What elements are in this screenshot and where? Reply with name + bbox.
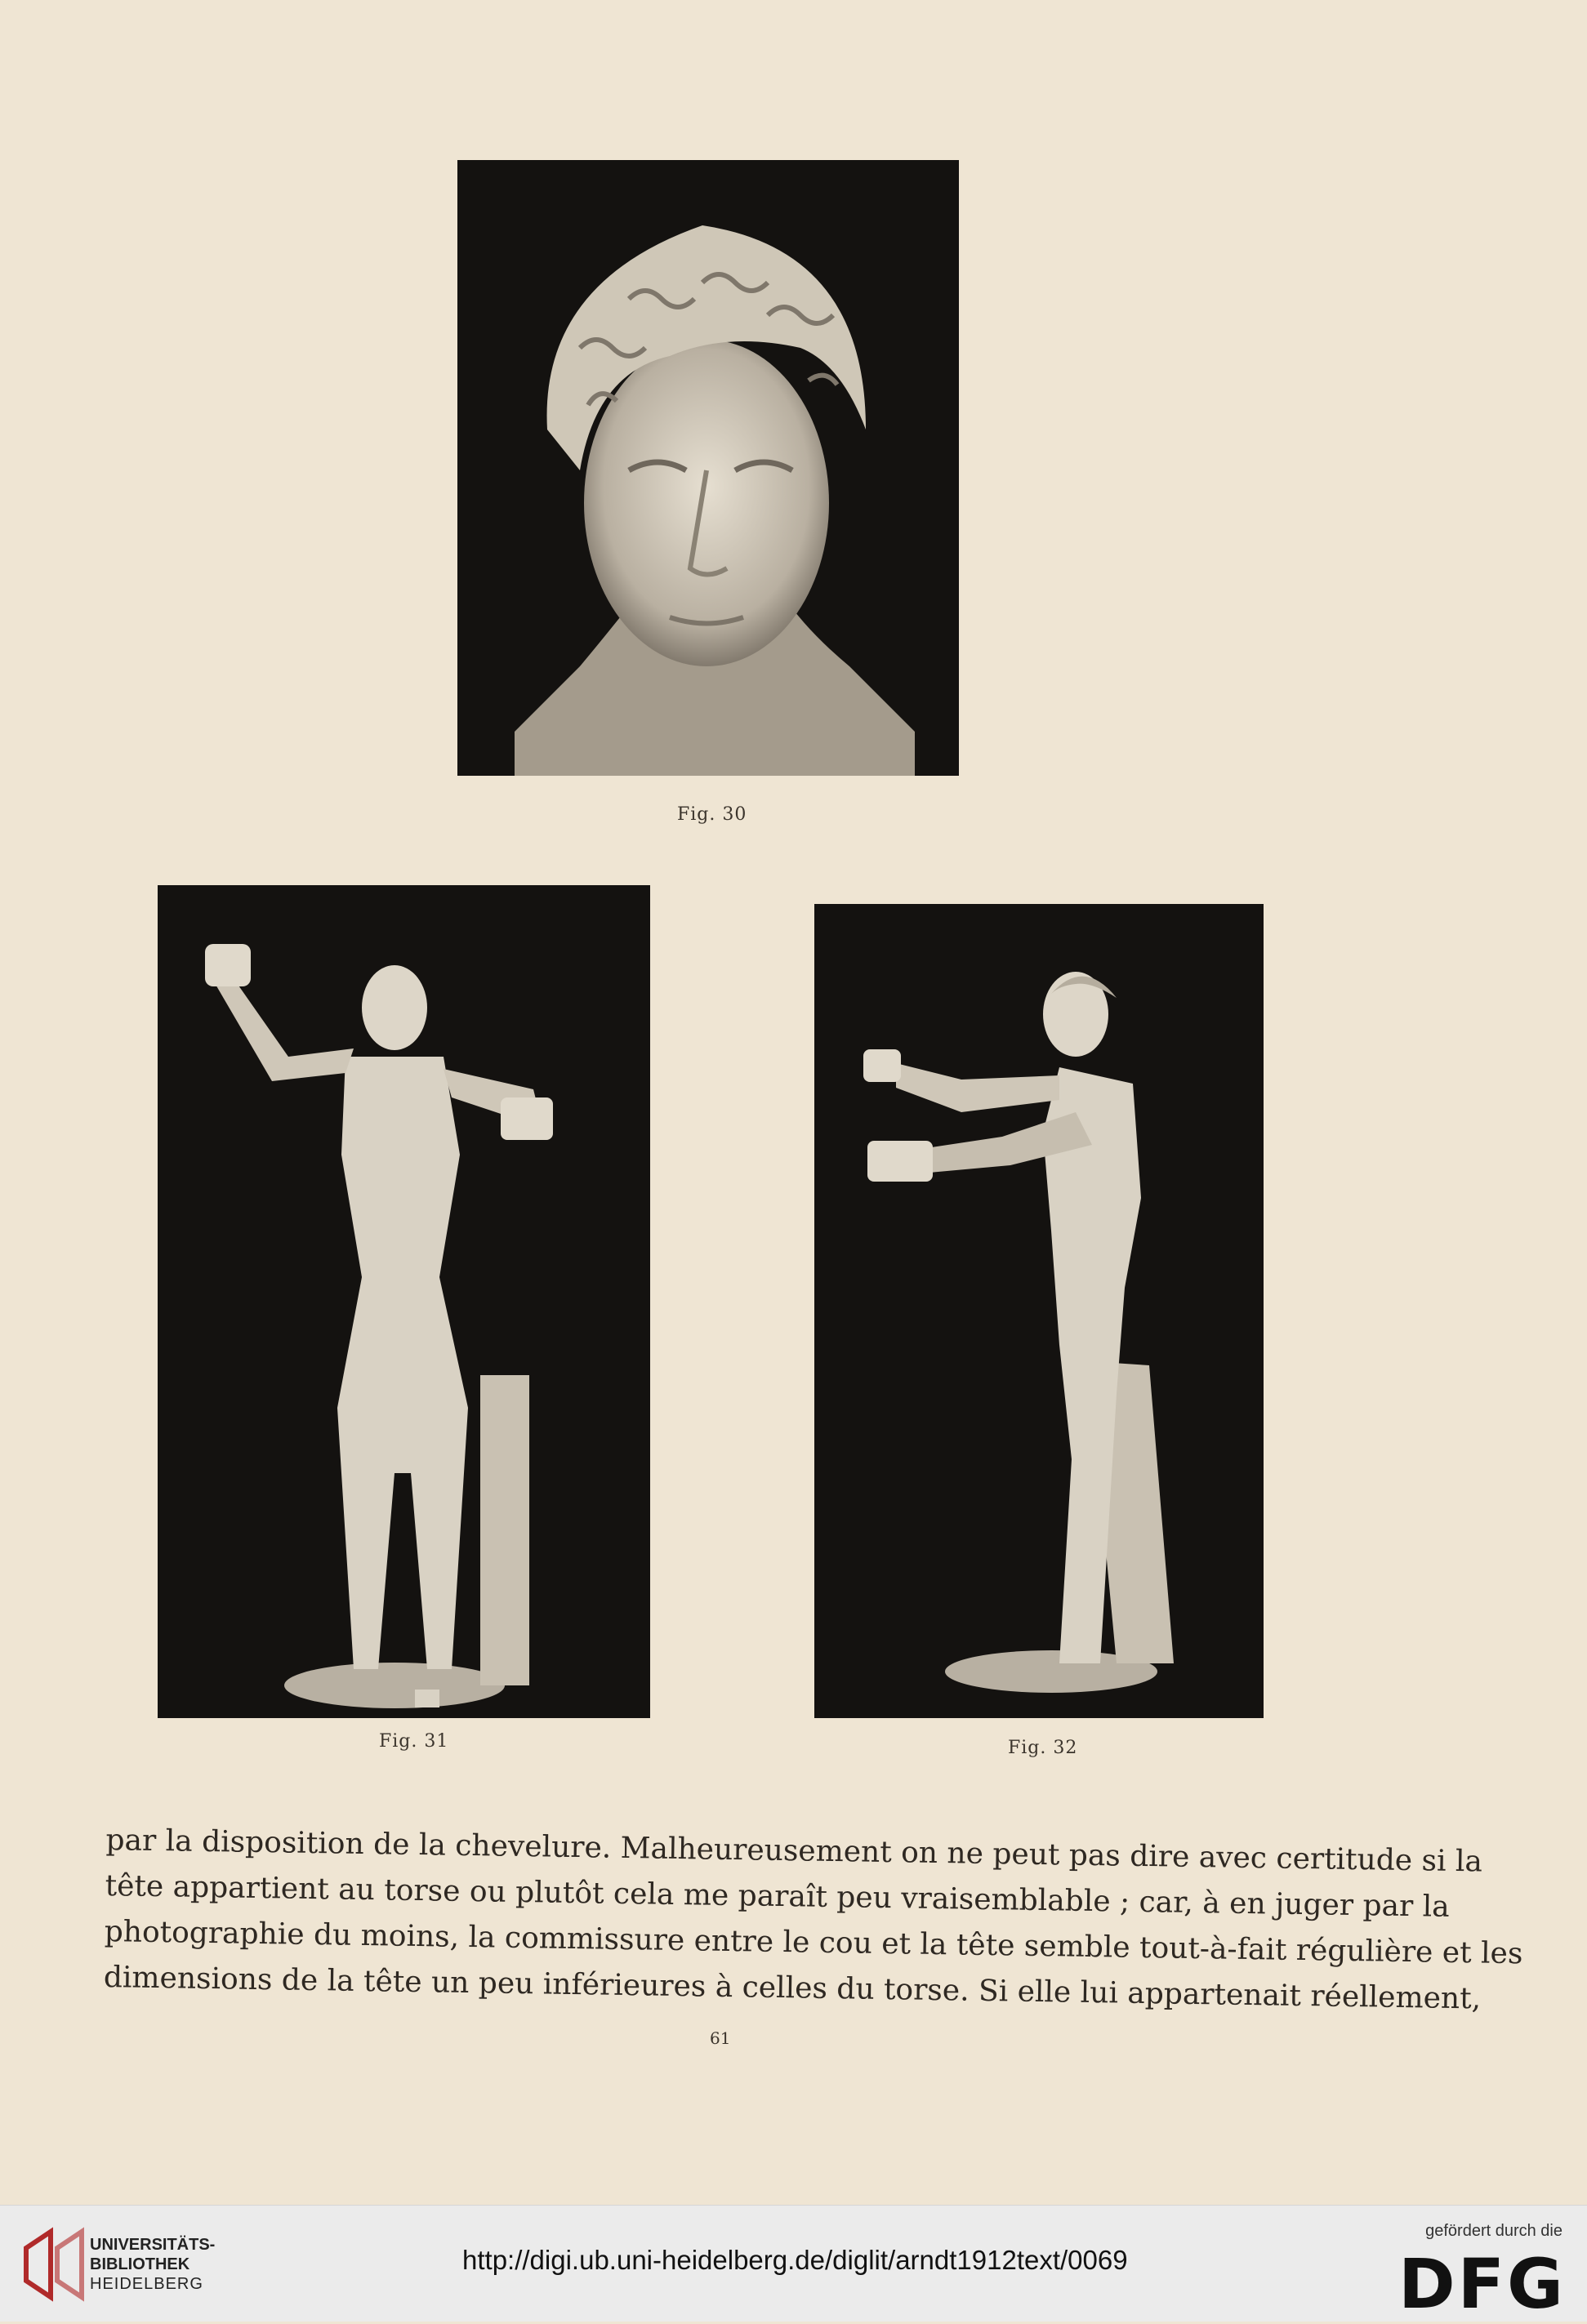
figure-32-caption: Fig. 32: [1008, 1738, 1078, 1758]
body-line: dimensions de la tête un peu inférieures à celles du torse. Si elle lui appartenait réellement,: [103, 1960, 1482, 2016]
dfg-logo[interactable]: DFG: [1398, 2244, 1566, 2324]
library-logo-icon[interactable]: [18, 2224, 96, 2305]
library-name-line1: UNIVERSITÄTS-: [90, 2236, 216, 2254]
funding-credit: gefördert durch die: [1425, 2222, 1562, 2240]
figure-31-caption: Fig. 31: [379, 1731, 449, 1752]
library-name-line3: HEIDELBERG: [90, 2275, 203, 2293]
figure-31-photo: [158, 885, 650, 1718]
boxer-statue-front-icon: [158, 885, 650, 1718]
permalink-url[interactable]: http://digi.ub.uni-heidelberg.de/diglit/arndt1912text/0069: [462, 2245, 1128, 2275]
footer-bar: [0, 2205, 1587, 2322]
figure-32-photo: [814, 904, 1264, 1718]
figure-30-caption: Fig. 30: [677, 804, 747, 825]
body-paragraph: [103, 1818, 1523, 2020]
library-name-line2: BIBLIOTHEK: [90, 2255, 190, 2273]
boxer-statue-profile-icon: [814, 904, 1264, 1718]
body-line: par la disposition de la chevelure. Malheureusement on ne peut pas dire avec certitude si la: [105, 1823, 1483, 1879]
page-number: 61: [710, 2028, 731, 2048]
body-line: tête appartient au torse ou plutôt cela me paraît peu vraisemblable ; car, à en juger par la: [105, 1868, 1450, 1924]
figure-30-photo: [457, 160, 959, 776]
body-line: photographie du moins, la commissure entre le cou et la tête semble tout-à-fait régulière et les: [104, 1914, 1523, 1971]
head-of-youth-statue-icon: [457, 160, 959, 776]
library-name: [90, 2235, 215, 2294]
